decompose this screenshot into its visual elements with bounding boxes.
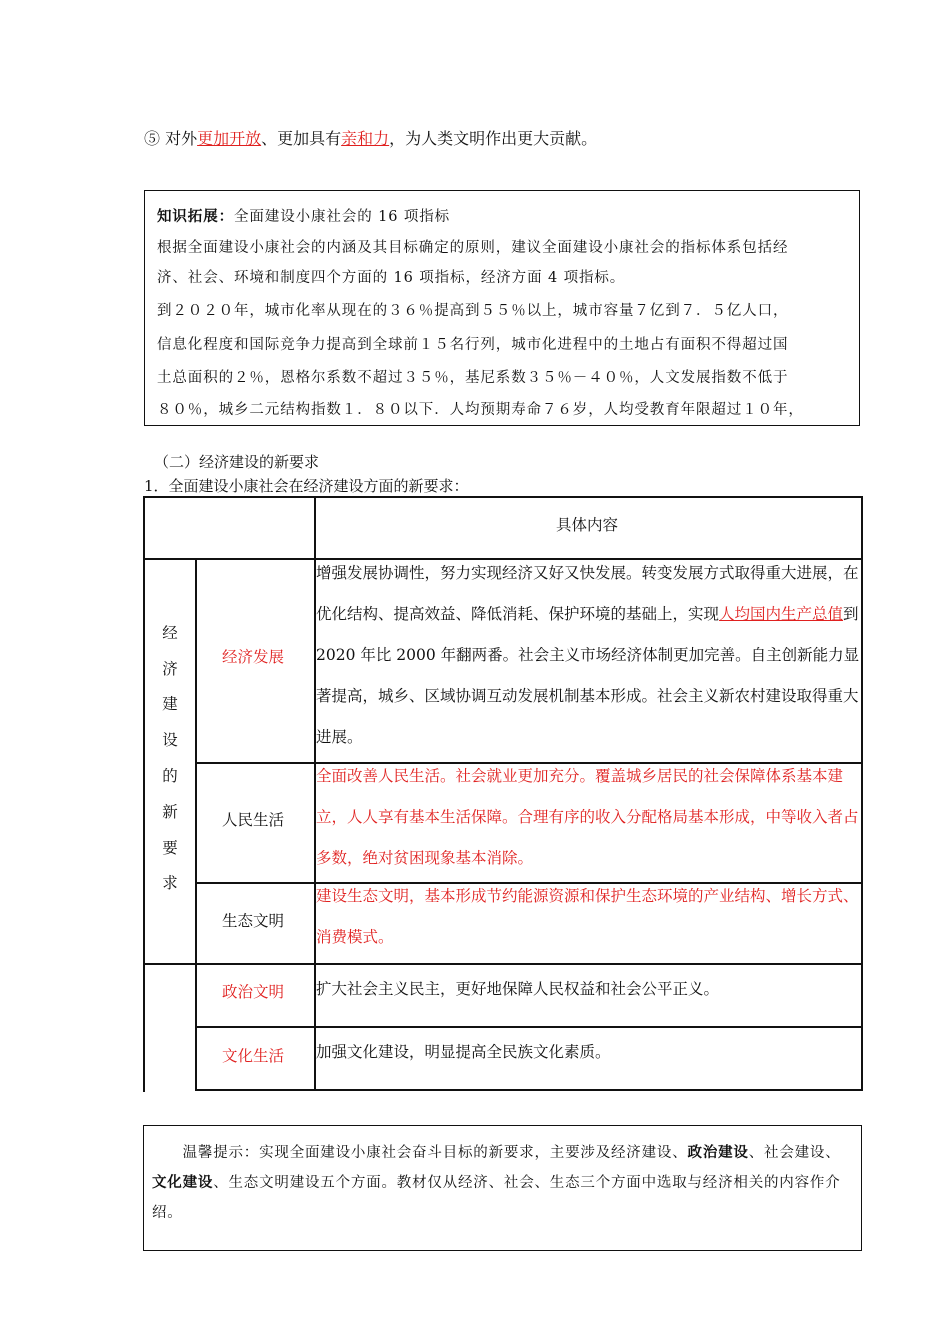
highlight-more-open: 更加开放: [197, 129, 262, 148]
knowledge-line: 土总面积的２％，恩格尔系数不超过３５％，基尼系数３５％－４０％，人文发展指数不低于: [157, 370, 789, 386]
knowledge-line: 到２０２０年，城市化率从现在的３６％提高到５５％以上，城市容量７亿到７．５亿人口，: [157, 303, 789, 319]
knowledge-box: [144, 190, 860, 426]
row-label-politics: 政治文明: [222, 983, 285, 1001]
tip-bold-politics: 政治建设: [687, 1144, 749, 1161]
row-content-culture: 加强文化建设，明显提高全民族文化素质。: [316, 1043, 611, 1061]
row-content-economy: 增强发展协调性，努力实现经济又好又快发展。转变发展方式取得重大进展，在优化结构、提高效益、降低消耗、保护环境的基础上，实现人均国内生产总值到 2020 年比 2000 年翻两番。社会主义市场经济体制更加完善。自主创新能力显著提高，城乡、区域协调互动发展机制基本形成。社会主义新农村建设取得重大进展。: [316, 564, 860, 746]
row-label-culture: 文化生活: [222, 1047, 285, 1065]
tip-box: [143, 1125, 862, 1251]
knowledge-line: ８０％，城乡二元结构指数１．８０以下．人均预期寿命７６岁，人均受教育年限超过１０年，: [157, 402, 804, 418]
section-subheading: 1．全面建设小康社会在经济建设方面的新要求：: [144, 477, 469, 495]
highlight-gdp-per-capita: 人均国内生产总值: [719, 605, 844, 623]
table-header-content: 具体内容: [556, 516, 619, 534]
row-content-ecology: 建设生态文明，基本形成节约能源资源和保护生态环境的产业结构、增长方式、消费模式。: [316, 887, 859, 946]
knowledge-line: 根据全面建设小康社会的内涵及其目标确定的原则，建议全面建设小康社会的指标体系包括经: [157, 240, 789, 256]
item-5: ⑤ 对外更加开放、更加具有亲和力，为人类文明作出更大贡献。: [144, 129, 598, 148]
tip-text: 温馨提示：实现全面建设小康社会奋斗目标的新要求，主要涉及经济建设、政治建设、社会建设、文化建设、生态文明建设五个方面。教材仅从经济、社会、生态三个方面中选取与经济相关的内容作介绍。: [152, 1144, 841, 1221]
knowledge-title: 知识拓展：全面建设小康社会的 16 项指标: [157, 208, 451, 225]
knowledge-line: 济、社会、环境和制度四个方面的 16 项指标，经济方面 4 项指标。: [157, 270, 626, 286]
row-content-politics: 扩大社会主义民主，更好地保障人民权益和社会公平正义。: [316, 980, 720, 998]
row-content-people: 全面改善人民生活。社会就业更加充分。覆盖城乡居民的社会保障体系基本建立，人人享有基本生活保障。合理有序的收入分配格局基本形成，中等收入者占多数，绝对贫困现象基本消除。: [316, 767, 859, 867]
row-label-ecology: 生态文明: [222, 912, 285, 930]
row-label-economy: 经济发展: [222, 648, 285, 666]
section-heading: （二）经济建设的新要求: [154, 453, 320, 471]
highlight-affinity: 亲和力: [341, 129, 390, 148]
tip-bold-culture: 文化建设: [152, 1174, 214, 1191]
knowledge-line: 信息化程度和国际竞争力提高到全球前１５名行列，城市化进程中的土地占有面积不得超过国: [157, 337, 789, 353]
row-label-people: 人民生活: [222, 811, 285, 829]
